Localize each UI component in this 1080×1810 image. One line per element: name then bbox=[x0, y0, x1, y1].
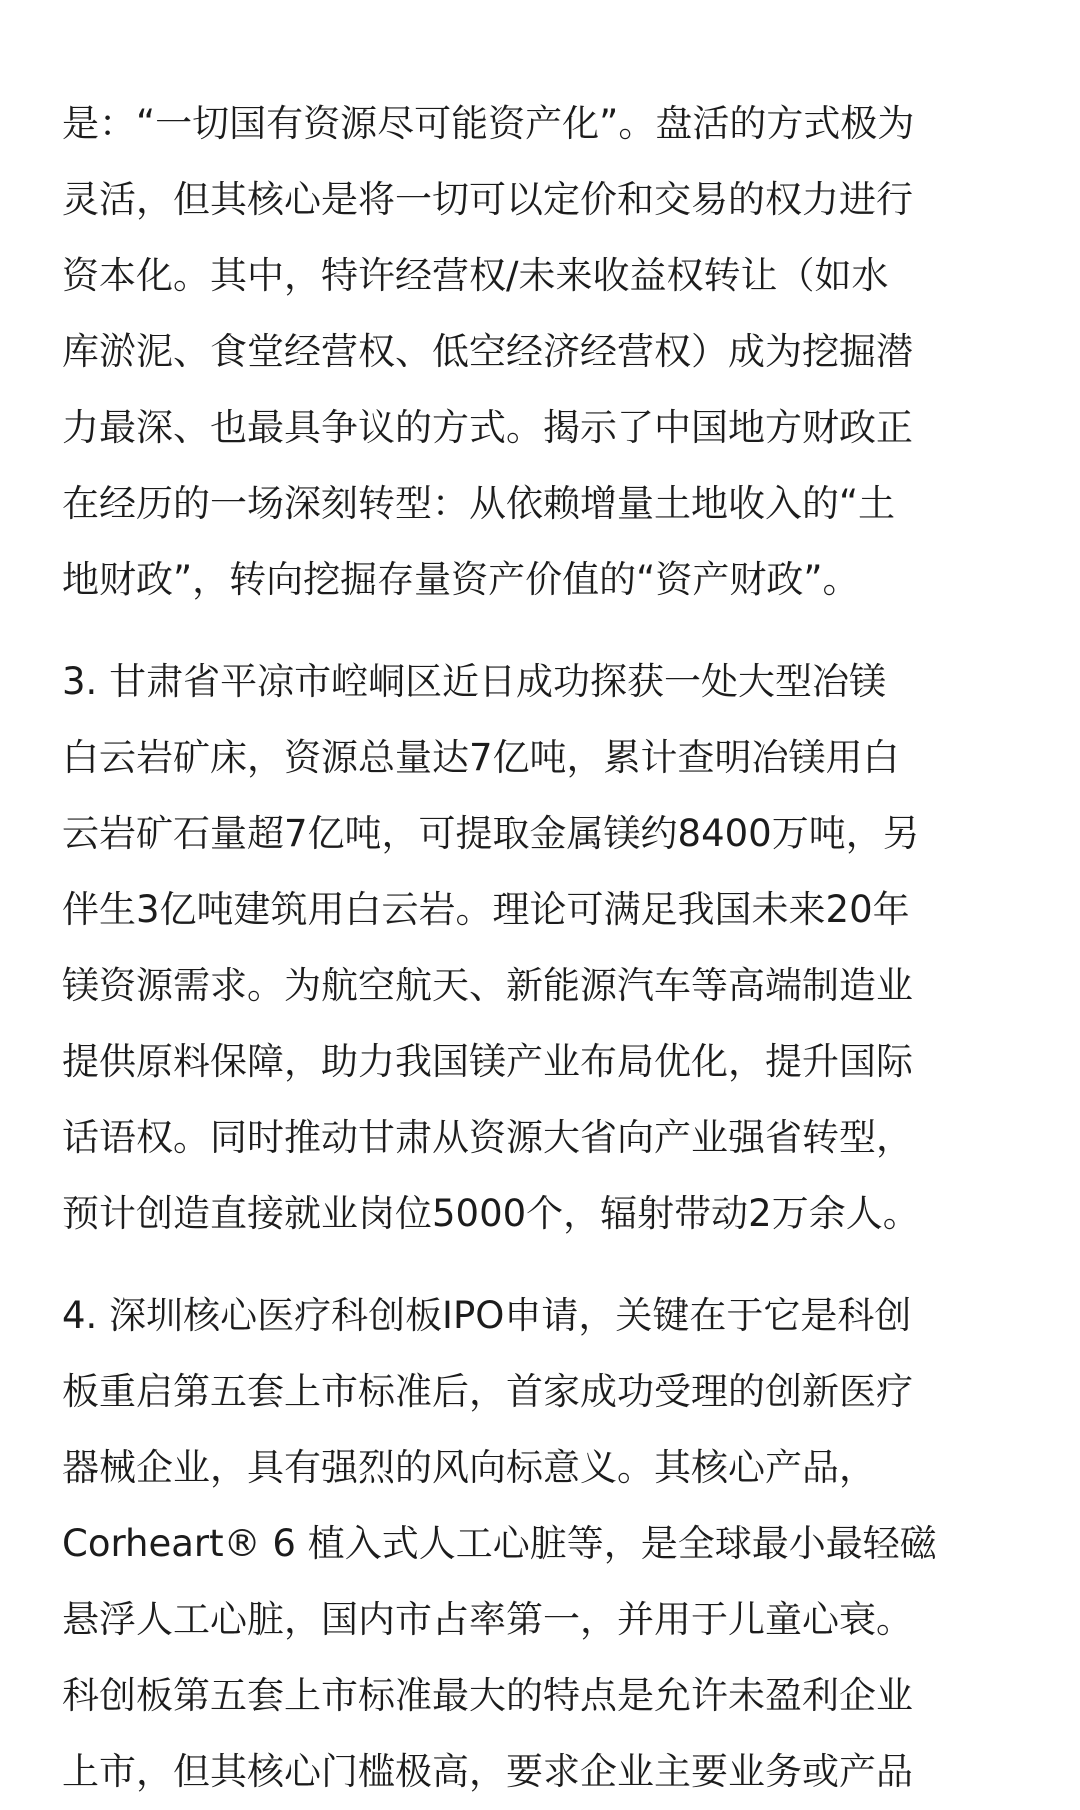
text-line: 悬浮人工心脏，国内市占率第一，并用于儿童心衰。 bbox=[62, 1598, 913, 1641]
text-line: 板重启第五套上市标准后，首家成功受理的创新医疗 bbox=[62, 1370, 913, 1413]
text-line: 话语权。同时推动甘肃从资源大省向产业强省转型， bbox=[62, 1116, 913, 1159]
text-line: 白云岩矿床，资源总量达7亿吨，累计查明冶镁用白 bbox=[62, 736, 900, 779]
text-line: 科创板第五套上市标准最大的特点是允许未盈利企业 bbox=[62, 1674, 913, 1717]
article-body bbox=[62, 86, 1032, 1810]
text-line: 力最深、也最具争议的方式。揭示了中国地方财政正 bbox=[62, 406, 913, 449]
text-line: 提供原料保障，助力我国镁产业布局优化，提升国际 bbox=[62, 1040, 913, 1083]
text-line: 4. 深圳核心医疗科创板IPO申请，关键在于它是科创 bbox=[62, 1294, 912, 1337]
paragraph-asset-finance bbox=[62, 86, 1032, 618]
text-line: 镁资源需求。为航空航天、新能源汽车等高端制造业 bbox=[62, 964, 913, 1007]
text-line: 地财政”，转向挖掘存量资产价值的“资产财政”。 bbox=[62, 558, 860, 601]
text-line: 是：“一切国有资源尽可能资产化”。盘活的方式极为 bbox=[62, 102, 915, 145]
paragraph-item-3 bbox=[62, 644, 1032, 1252]
text-line: Corheart® 6 植入式人工心脏等，是全球最小最轻磁 bbox=[62, 1522, 937, 1565]
text-line: 灵活，但其核心是将一切可以定价和交易的权力进行 bbox=[62, 178, 913, 221]
text-line: 库淤泥、食堂经营权、低空经济经营权）成为挖掘潜 bbox=[62, 330, 913, 373]
text-line: 在经历的一场深刻转型：从依赖增量土地收入的“土 bbox=[62, 482, 896, 525]
text-line: 上市，但其核心门槛极高，要求企业主要业务或产品 bbox=[62, 1750, 913, 1793]
text-line: 3. 甘肃省平凉市崆峒区近日成功探获一处大型冶镁 bbox=[62, 660, 887, 703]
text-line: 云岩矿石量超7亿吨，可提取金属镁约8400万吨，另 bbox=[62, 812, 920, 855]
text-line: 资本化。其中，特许经营权/未来收益权转让（如水 bbox=[62, 254, 889, 297]
text-line: 伴生3亿吨建筑用白云岩。理论可满足我国未来20年 bbox=[62, 888, 910, 931]
text-line: 器械企业，具有强烈的风向标意义。其核心产品， bbox=[62, 1446, 876, 1489]
text-line: 预计创造直接就业岗位5000个，辐射带动2万余人。 bbox=[62, 1192, 920, 1235]
paragraph-item-4 bbox=[62, 1278, 1032, 1810]
